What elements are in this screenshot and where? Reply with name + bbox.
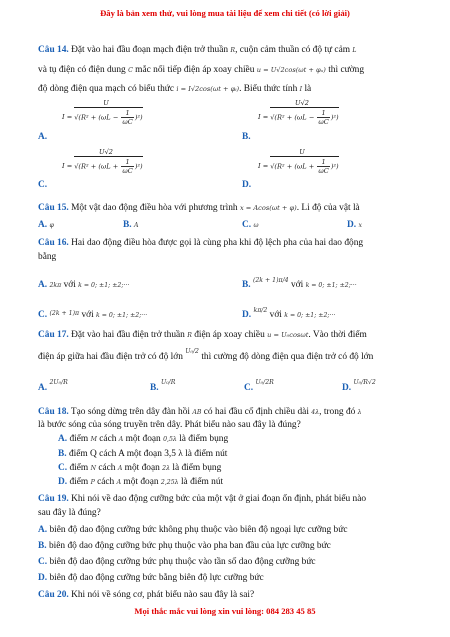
- q16-b-set: k = 0; ±1; ±2;···: [305, 282, 357, 289]
- q19-b-text: biên độ dao động cưỡng bức phụ thuộc vào pha ban đầu của lực cưỡng bức: [48, 541, 331, 551]
- q19-text: Khi nói về dao động cưỡng bức của một vật ở giai đoạn ổn định, phát biểu nào: [71, 494, 367, 504]
- question-17-line-2: [38, 348, 374, 362]
- question-17-line-1: [38, 330, 367, 340]
- q14-line2c: thì cường: [328, 65, 365, 75]
- q15-option-c[interactable]: [242, 220, 259, 230]
- q18-d-ref: A: [116, 479, 122, 486]
- q18-d-text: điểm: [69, 477, 89, 487]
- q18-c-point: N: [90, 465, 96, 472]
- q18-c-mid2: một đoạn: [124, 463, 160, 473]
- q16-a-set: k = 0; ±1; ±2;···: [78, 282, 130, 289]
- q15-option-a[interactable]: [38, 220, 54, 230]
- q18-d-dist: 2,25λ: [160, 479, 179, 486]
- q15-text2: . Li độ của vật là: [296, 203, 360, 213]
- q14-text: Đặt vào hai đầu đoạn mạch điện trở thuần: [71, 45, 229, 55]
- q19-c-label: C.: [38, 557, 48, 567]
- q17-option-b[interactable]: [150, 379, 176, 393]
- q17-option-d[interactable]: [342, 379, 376, 393]
- question-15-line-1: [38, 203, 360, 213]
- question-16-line-1: [38, 238, 363, 248]
- q18-a-mid: cách: [99, 434, 117, 444]
- q17-d-val: U₀/R√2: [353, 379, 376, 386]
- question-18-number: Câu 18.: [38, 407, 69, 417]
- q15-a-label: A.: [38, 220, 48, 230]
- question-20-line-1: [38, 590, 254, 600]
- q14-current-expr: i = I√2cos(ωt + φᵢ): [176, 85, 240, 93]
- q16-a-with: với: [63, 280, 76, 290]
- q16-b-with: với: [290, 280, 304, 290]
- q18-option-b[interactable]: [58, 449, 227, 459]
- q15-a-val: φ: [49, 222, 54, 229]
- q19-a-label: A.: [38, 525, 48, 535]
- q16-b-label: B.: [242, 280, 251, 290]
- q14-sym-r: R: [230, 47, 236, 54]
- q19-b-label: B.: [38, 541, 47, 551]
- footer-banner: Mọi thắc mắc vui lòng xin vui lòng: 084 283 45 85: [134, 606, 316, 616]
- question-17-number: Câu 17.: [38, 330, 69, 340]
- question-20-number: Câu 20.: [38, 590, 69, 600]
- q19-d-text: biên độ dao động cưỡng bức bằng biên độ lực cưỡng bức: [49, 573, 264, 583]
- q16-a-label: A.: [38, 280, 48, 290]
- q18-b-text: điểm Q cách A một đoạn 3,5 λ là điểm nút: [68, 449, 228, 459]
- q15-option-d[interactable]: [347, 220, 362, 230]
- q17-expr: u = U₀cosωt: [267, 331, 309, 339]
- header-banner: Đây là bản xem thử, vui lòng mua tài liệu để xem chi tiết (có lời giải): [100, 8, 350, 18]
- q15-d-label: D.: [347, 220, 357, 230]
- q19-a-text: biên độ dao động cưỡng bức không phụ thuộc vào biên độ ngoại lực cưỡng bức: [49, 525, 348, 535]
- q14-option-b[interactable]: B.: [242, 132, 251, 142]
- q16-d-with: với: [269, 310, 282, 320]
- q16-b-val: (2k + 1)π/4: [252, 277, 289, 284]
- q14-sym-l: L: [352, 47, 357, 54]
- q20-text: Khi nói về sóng cơ, phát biểu nào sau đây là sai?: [71, 590, 255, 600]
- q16-option-a[interactable]: [38, 280, 129, 290]
- question-16-number: Câu 16.: [38, 238, 69, 248]
- q18-sym-lambda: λ: [357, 409, 362, 416]
- q14-line2b: mắc nối tiếp điện áp xoay chiều: [135, 65, 255, 75]
- q16-d-set: k = 0; ±1; ±2;···: [284, 312, 336, 319]
- q14-line3a: độ dòng điện qua mạch có biểu thức: [38, 84, 175, 94]
- q17-a-label: A.: [38, 383, 48, 393]
- q14-formula-b: U√2 I = √(R² + (ωL − $\frac{1}{\omega C}$ )²): [258, 99, 339, 126]
- q18-a-end: là điểm bụng: [179, 434, 229, 444]
- q19-c-text: biên độ dao động cưỡng bức phụ thuộc vào tần số dao động cưỡng bức: [49, 557, 316, 567]
- q18-a-point: M: [90, 436, 97, 443]
- q15-c-val: ω: [253, 222, 259, 229]
- q16-d-label: D.: [242, 310, 252, 320]
- q15-b-val: A: [133, 222, 139, 229]
- q19-d-label: D.: [38, 573, 48, 583]
- q17-b-val: U₀/R: [160, 379, 176, 386]
- q16-c-set: k = 0; ±1; ±2;···: [96, 312, 148, 319]
- q18-d-end: là điểm nút: [180, 477, 224, 487]
- q17-line2a: điện áp giữa hai đầu điện trở có độ lớn: [38, 352, 183, 362]
- q14-formula-a: U I = √(R² + (ωL − $\frac{1}{\omega C}$ )²): [62, 99, 143, 126]
- q18-sym-ab: AB: [192, 409, 202, 416]
- q17-option-a[interactable]: [38, 379, 68, 393]
- q18-option-a[interactable]: [58, 434, 228, 444]
- question-14-line-2: [38, 65, 364, 75]
- q19-option-c[interactable]: [38, 557, 316, 567]
- q19-option-a[interactable]: [38, 525, 348, 535]
- q16-option-d[interactable]: [242, 307, 336, 320]
- q18-b-label: B.: [58, 449, 67, 459]
- q18-c-label: C.: [58, 463, 68, 473]
- q14-formula-d: U I = √(R² + (ωL + $\frac{1}{\omega C}$ )²): [258, 148, 339, 175]
- question-14-number: Câu 14.: [38, 45, 69, 55]
- q14-sym-i: I: [299, 86, 303, 93]
- q18-c-end: là điểm bụng: [172, 463, 222, 473]
- q18-d-label: D.: [58, 477, 68, 487]
- q17-line2b: thì cường độ dòng điện qua điện trở có độ lớn: [201, 352, 374, 362]
- question-19-line-1: [38, 494, 366, 504]
- q18-a-mid2: một đoạn: [125, 434, 161, 444]
- q17-c-val: U₀/2R: [255, 379, 274, 386]
- q18-a-ref: A: [118, 436, 124, 443]
- q14-text-b: , cuộn cảm thuần có độ tự cảm: [235, 45, 351, 55]
- q18-c-ref: A: [117, 465, 123, 472]
- q18-text2: có hai đầu cố định chiều dài: [203, 407, 309, 417]
- question-18-line-1: [38, 407, 362, 417]
- q15-text: Một vật dao động điều hòa với phương trình: [71, 203, 238, 213]
- q18-d-point: P: [90, 479, 95, 486]
- q17-text: Đặt vào hai đầu điện trở thuần: [71, 330, 185, 340]
- q15-d-val: x: [358, 222, 362, 229]
- q18-c-text: điểm: [69, 463, 89, 473]
- q18-text: Tạo sóng dừng trên dây đàn hồi: [70, 407, 191, 417]
- question-19-line-2: sau đây là đúng?: [38, 508, 101, 518]
- q17-c-label: C.: [244, 383, 254, 393]
- q15-c-label: C.: [242, 220, 252, 230]
- q14-sym-c: C: [128, 67, 133, 74]
- q18-a-label: A.: [58, 434, 68, 444]
- q17-frac: U₀/2: [185, 348, 199, 355]
- q17-text2: điện áp xoay chiều: [194, 330, 265, 340]
- q17-a-val: 2U₀/R: [49, 379, 68, 386]
- q16-option-c[interactable]: [38, 310, 147, 320]
- q17-b-label: B.: [150, 383, 159, 393]
- q19-option-b[interactable]: [38, 541, 331, 551]
- q19-option-d[interactable]: [38, 573, 264, 583]
- question-19-number: Câu 19.: [38, 494, 69, 504]
- q16-a-val: 2kπ: [49, 282, 62, 289]
- q16-c-with: với: [81, 310, 94, 320]
- q15-option-b[interactable]: [123, 220, 138, 230]
- q14-line3b: . Biểu thức tính: [239, 84, 298, 94]
- q17-d-label: D.: [342, 383, 352, 393]
- q18-sym-len: 4λ: [311, 409, 320, 416]
- question-14-line-1: [38, 45, 357, 55]
- q16-text: Hai dao động điều hòa được gọi là cùng pha khi độ lệch pha của hai dao động: [71, 238, 364, 248]
- q14-option-c[interactable]: C.: [38, 180, 48, 190]
- q18-d-mid: cách: [97, 477, 115, 487]
- q14-line3c: là: [304, 84, 312, 94]
- q18-option-d[interactable]: [58, 477, 223, 487]
- question-15-number: Câu 15.: [38, 203, 69, 213]
- q18-text3: , trong đó: [319, 407, 356, 417]
- q14-voltage-expr: u = U√2cos(ωt + φᵤ): [256, 66, 326, 74]
- q15-expr: x = Acos(ωt + φ): [239, 204, 297, 212]
- q18-option-c[interactable]: [58, 463, 221, 473]
- q14-option-a[interactable]: A.: [38, 132, 48, 142]
- q15-b-label: B.: [123, 220, 132, 230]
- q18-d-mid2: một đoạn: [123, 477, 159, 487]
- q17-option-c[interactable]: [244, 379, 274, 393]
- q14-option-d[interactable]: D.: [242, 180, 252, 190]
- q16-c-label: C.: [38, 310, 48, 320]
- q18-c-dist: 2λ: [162, 465, 171, 472]
- q17-text3: . Vào thời điểm: [308, 330, 367, 340]
- q16-d-val: kπ/2: [253, 307, 268, 314]
- q16-c-val: (2k + 1)π: [49, 310, 80, 317]
- question-18-line-2: là bước sóng của sóng truyền trên dây. Phát biểu nào sau đây là đúng?: [38, 420, 301, 430]
- question-14-line-3: [38, 84, 311, 94]
- q14-formula-c: U√2 I = √(R² + (ωL + $\frac{1}{\omega C}$ )²): [62, 148, 143, 175]
- q18-a-text: điểm: [69, 434, 89, 444]
- q16-option-b[interactable]: [242, 277, 357, 290]
- q18-c-mid: cách: [98, 463, 116, 473]
- question-16-line-2: bằng: [38, 252, 57, 262]
- q14-line2a: và tụ điện có điện dung: [38, 65, 126, 75]
- q17-sym-r: R: [187, 332, 192, 339]
- q18-a-dist: 0,5λ: [163, 436, 177, 443]
